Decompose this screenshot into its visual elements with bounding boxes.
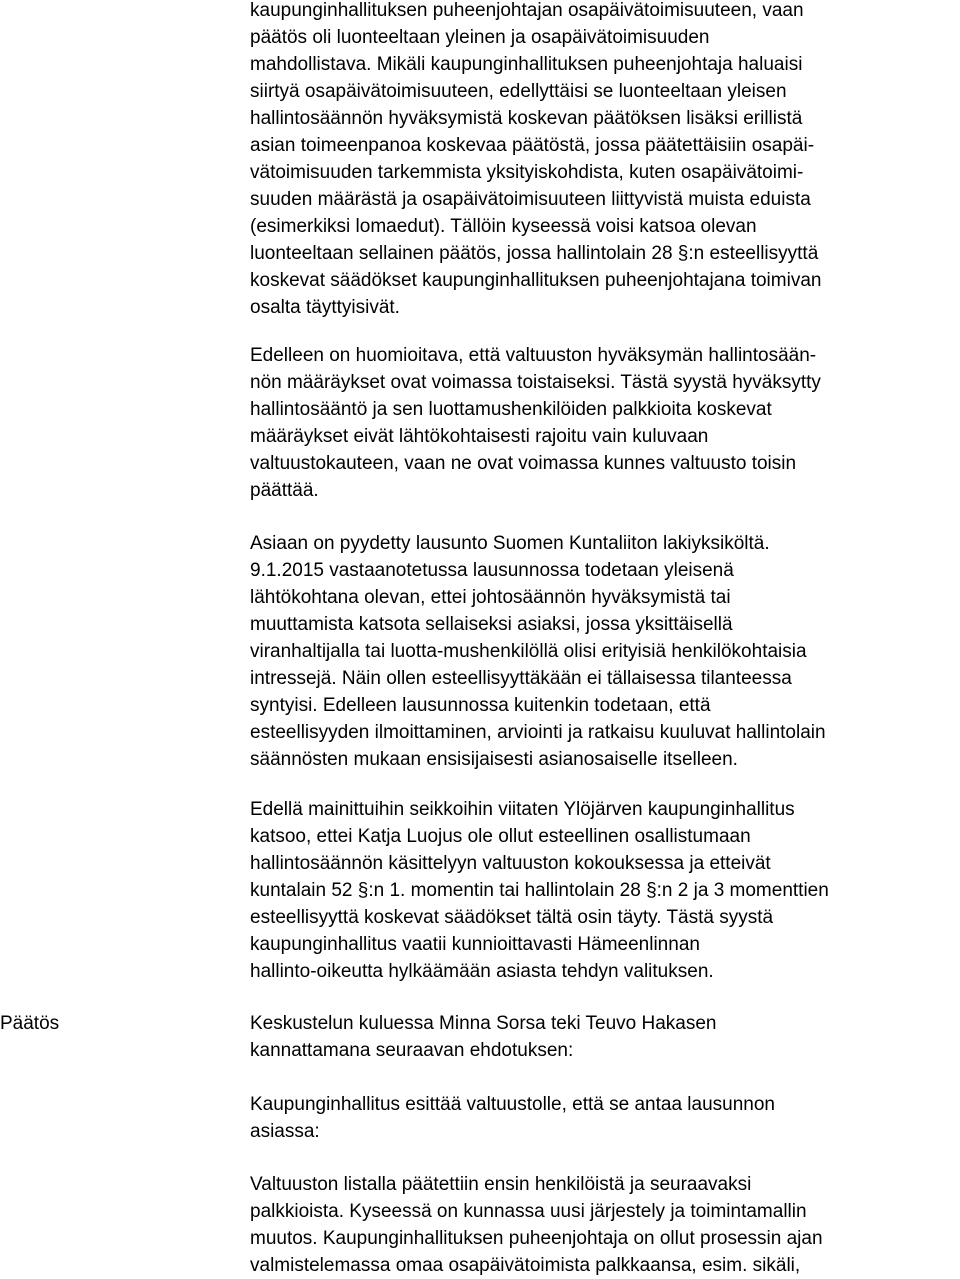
text-line: Keskustelun kuluessa Minna Sorsa teki Teuvo Hakasen <box>250 1013 717 1034</box>
text-line: asiassa: <box>250 1121 320 1142</box>
paragraph-2 <box>250 342 821 504</box>
text-line: hallintosääntö ja sen luottamushenkilöiden palkkioita koskevat <box>250 399 772 420</box>
text-line: luonteeltaan sellainen päätös, jossa hallintolain 28 §:n esteellisyyttä <box>250 243 819 264</box>
text-line: valtuustokauteen, vaan ne ovat voimassa kunnes valtuusto toisin <box>250 453 797 474</box>
text-line: koskevat säädökset kaupunginhallituksen puheenjohtajana toimivan <box>250 270 822 291</box>
text-line: siirtyä osapäivätoimisuuteen, edellyttäisi se luonteeltaan yleisen <box>250 81 787 102</box>
text-line: valmistelemassa omaa osapäivätoimista palkkaansa, esim. sikäli, <box>250 1255 801 1276</box>
text-line: kaupunginhallituksen puheenjohtajan osapäivätoimisuuteen, vaan <box>250 0 804 21</box>
text-line: intressejä. Näin ollen esteellisyyttäkään ei tällaisessa tilanteessa <box>250 668 792 689</box>
text-line: Kaupunginhallitus esittää valtuustolle, että se antaa lausunnon <box>250 1094 775 1115</box>
text-line: 9.1.2015 vastaanotetussa lausunnossa todetaan yleisenä <box>250 560 734 581</box>
paragraph-7 <box>250 1171 823 1279</box>
text-line: esteellisyyttä koskevat säädökset tältä osin täyty. Tästä syystä <box>250 907 774 928</box>
text-line: päättää. <box>250 480 319 501</box>
paragraph-6 <box>250 1091 775 1145</box>
section-heading-paatos: Päätös <box>0 1013 60 1034</box>
text-line: hallinto-oikeutta hylkäämään asiasta tehdyn valituksen. <box>250 961 714 982</box>
text-line: säännösten mukaan ensisijaisesti asianosaiselle itselleen. <box>250 749 738 770</box>
text-line: hallintosäännön hyväksymistä koskevan päätöksen lisäksi erillistä <box>250 108 803 129</box>
paragraph-3 <box>250 530 826 773</box>
text-line: asian toimeenpanoa koskevaa päätöstä, jossa päätettäisiin osapäi- <box>250 135 815 156</box>
text-line: Edelleen on huomioitava, että valtuuston hyväksymän hallintosään- <box>250 345 817 366</box>
text-line: kaupunginhallitus vaatii kunnioittavasti Hämeenlinnan <box>250 934 700 955</box>
text-line: osalta täyttyisivät. <box>250 297 400 318</box>
text-line: päätös oli luonteeltaan yleinen ja osapäivätoimisuuden <box>250 27 710 48</box>
paragraph-5 <box>250 1010 716 1064</box>
text-line: syntyisi. Edelleen lausunnossa kuitenkin todetaan, että <box>250 695 711 716</box>
text-line: suuden määrästä ja osapäivätoimisuuteen liittyvistä muista eduista <box>250 189 811 210</box>
text-line: viranhaltijalla tai luotta-mushenkilöllä olisi erityisiä henkilökohtaisia <box>250 641 807 662</box>
text-line: palkkioista. Kyseessä on kunnassa uusi järjestely ja toimintamallin <box>250 1201 807 1222</box>
paragraph-1 <box>250 0 821 321</box>
text-line: määräykset eivät lähtökohtaisesti rajoitu vain kuluvaan <box>250 426 709 447</box>
text-line: mahdollistava. Mikäli kaupunginhallituksen puheenjohtaja haluaisi <box>250 54 803 75</box>
text-line: nön määräykset ovat voimassa toistaiseksi. Tästä syystä hyväksytty <box>250 372 821 393</box>
text-line: kuntalain 52 §:n 1. momentin tai hallintolain 28 §:n 2 ja 3 momenttien <box>250 880 829 901</box>
text-line: (esimerkiksi lomaedut). Tällöin kyseessä voisi katsoa olevan <box>250 216 757 237</box>
text-line: muutos. Kaupunginhallituksen puheenjohtaja on ollut prosessin ajan <box>250 1228 823 1249</box>
text-line: lähtökohtana olevan, ettei johtosäännön hyväksymistä tai <box>250 587 731 608</box>
text-line: katsoo, ettei Katja Luojus ole ollut esteellinen osallistumaan <box>250 826 751 847</box>
text-line: Edellä mainittuihin seikkoihin viitaten Ylöjärven kaupunginhallitus <box>250 799 795 820</box>
text-line: Valtuuston listalla päätettiin ensin henkilöistä ja seuraavaksi <box>250 1174 752 1195</box>
text-line: Asiaan on pyydetty lausunto Suomen Kuntaliiton lakiyksiköltä. <box>250 533 770 554</box>
paragraph-4 <box>250 796 829 985</box>
text-line: vätoimisuuden tarkemmista yksityiskohdista, kuten osapäivätoimi- <box>250 162 804 183</box>
text-line: muuttamista katsota sellaiseksi asiaksi, jossa yksittäisellä <box>250 614 733 635</box>
text-line: kannattamana seuraavan ehdotuksen: <box>250 1040 574 1061</box>
text-line: esteellisyyden ilmoittaminen, arviointi ja ratkaisu kuuluvat hallintolain <box>250 722 826 743</box>
text-line: hallintosäännön käsittelyyn valtuuston kokouksessa ja etteivät <box>250 853 771 874</box>
